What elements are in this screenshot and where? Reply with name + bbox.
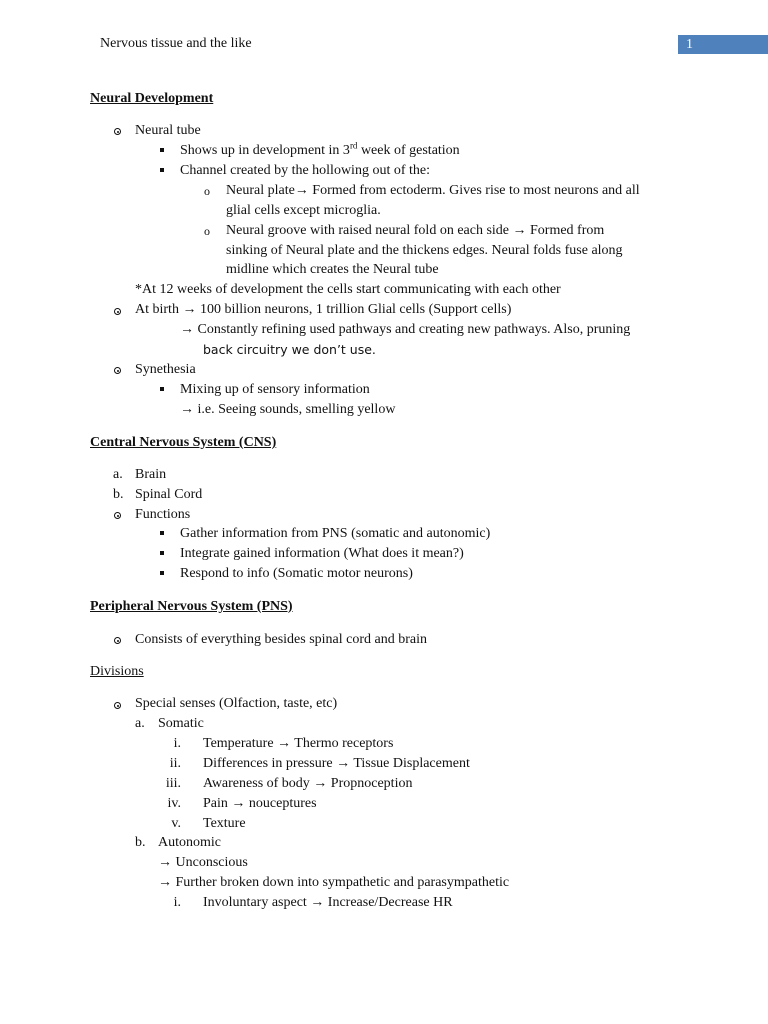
square-bullet-icon bbox=[160, 531, 164, 535]
list-item: Channel created by the hollowing out of the: bbox=[180, 163, 430, 178]
list-item: Mixing up of sensory information bbox=[180, 382, 370, 397]
page-number: 1 bbox=[678, 35, 768, 54]
list-item: Integrate gained information (What does it mean?) bbox=[180, 546, 464, 561]
circle-bullet-icon bbox=[114, 308, 121, 315]
circle-bullet-icon bbox=[114, 512, 121, 519]
square-bullet-icon bbox=[160, 551, 164, 555]
section-heading: Neural Development bbox=[90, 91, 214, 106]
list-marker: v. bbox=[171, 816, 181, 831]
list-marker: iv. bbox=[167, 796, 181, 811]
list-marker: ii. bbox=[169, 756, 181, 771]
list-item: Texture bbox=[203, 816, 246, 831]
circle-bullet-icon bbox=[114, 637, 121, 644]
list-item: Pain → nouceptures bbox=[203, 796, 317, 811]
note-text: *At 12 weeks of development the cells start communicating with each other bbox=[135, 282, 561, 297]
list-item: Neural tube bbox=[135, 123, 201, 138]
list-item: Functions bbox=[135, 507, 191, 522]
square-bullet-icon bbox=[160, 387, 164, 391]
square-bullet-icon bbox=[160, 571, 164, 575]
list-item: Temperature → Thermo receptors bbox=[203, 736, 394, 751]
circle-bullet-icon bbox=[114, 128, 121, 135]
list-item: Differences in pressure → Tissue Displacement bbox=[203, 756, 470, 771]
list-item: Consists of everything besides spinal cord and brain bbox=[135, 632, 428, 647]
list-item: At birth → 100 billion neurons, 1 trillion Glial cells (Support cells) bbox=[135, 302, 512, 317]
circle-bullet-icon bbox=[114, 702, 121, 709]
list-item: → Constantly refining used pathways and creating new pathways. Also, pruning bbox=[180, 322, 631, 337]
list-marker: i. bbox=[173, 736, 181, 751]
list-item: Involuntary aspect → Increase/Decrease HR bbox=[203, 895, 453, 910]
square-bullet-icon bbox=[160, 168, 164, 172]
list-item-continuation: sinking of Neural plate and the thickens edges. Neural folds fuse along bbox=[226, 243, 623, 258]
section-heading: Central Nervous System (CNS) bbox=[90, 435, 277, 450]
list-item: → Unconscious bbox=[158, 855, 248, 870]
o-bullet-icon: o bbox=[204, 224, 210, 238]
list-item: Brain bbox=[135, 467, 167, 482]
o-bullet-icon: o bbox=[204, 184, 210, 198]
square-bullet-icon bbox=[160, 148, 164, 152]
list-item: Autonomic bbox=[158, 835, 221, 850]
list-item: Awareness of body → Propnoception bbox=[203, 776, 413, 791]
header-title: Nervous tissue and the like bbox=[100, 36, 252, 51]
list-item-continuation: glial cells except microglia. bbox=[226, 203, 381, 218]
section-heading: Peripheral Nervous System (PNS) bbox=[90, 599, 293, 614]
list-item: Synethesia bbox=[135, 362, 196, 377]
list-marker: a. bbox=[113, 467, 123, 482]
section-heading: Divisions bbox=[90, 664, 144, 679]
list-item-continuation: back circuitry we don’t use. bbox=[203, 342, 376, 357]
list-item: → Further broken down into sympathetic and parasympathetic bbox=[158, 875, 510, 890]
list-item: → i.e. Seeing sounds, smelling yellow bbox=[180, 402, 396, 417]
list-item: Spinal Cord bbox=[135, 487, 203, 502]
list-marker: a. bbox=[135, 716, 145, 731]
list-item: Gather information from PNS (somatic and autonomic) bbox=[180, 526, 491, 541]
list-marker: iii. bbox=[165, 776, 181, 791]
list-item: Shows up in development in 3rd week of gestation bbox=[180, 140, 460, 158]
list-marker: i. bbox=[173, 895, 181, 910]
list-marker: b. bbox=[135, 835, 146, 850]
list-item: Respond to info (Somatic motor neurons) bbox=[180, 566, 413, 581]
list-item: Special senses (Olfaction, taste, etc) bbox=[135, 696, 338, 711]
circle-bullet-icon bbox=[114, 367, 121, 374]
list-item: Neural plate→ Formed from ectoderm. Gives rise to most neurons and all bbox=[226, 183, 640, 198]
list-marker: b. bbox=[113, 487, 124, 502]
list-item: Somatic bbox=[158, 716, 204, 731]
list-item: Neural groove with raised neural fold on each side → Formed from bbox=[226, 223, 605, 238]
list-item-continuation: midline which creates the Neural tube bbox=[226, 262, 439, 277]
